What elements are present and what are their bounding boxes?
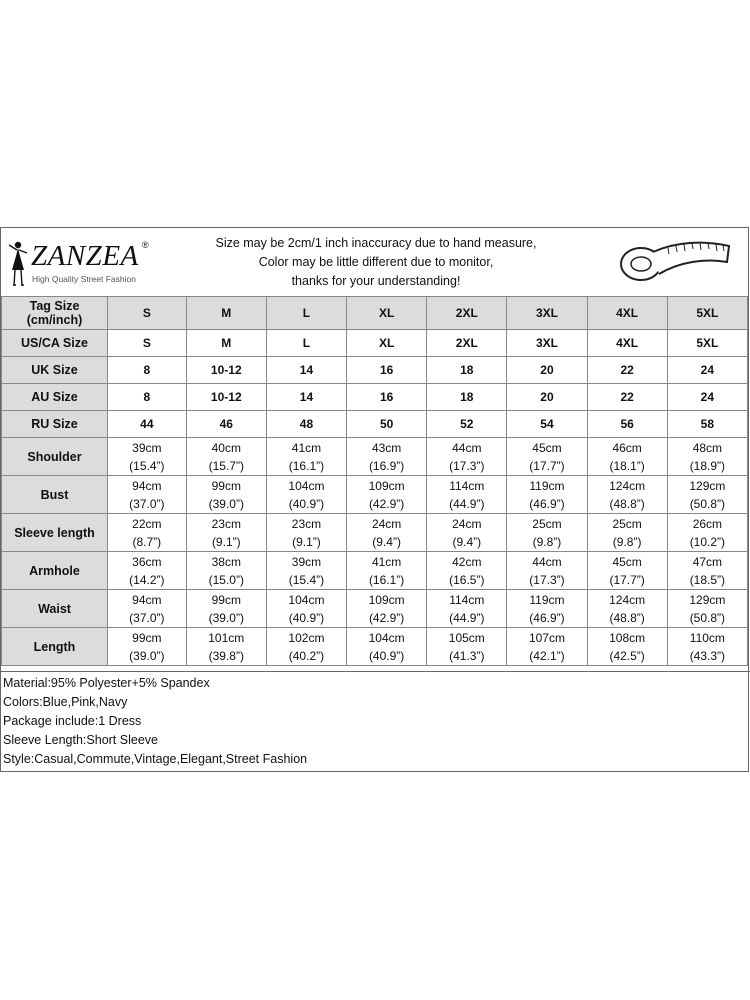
cm-value: 44cm: [452, 440, 482, 455]
inch-value: (8.7”): [132, 534, 162, 549]
inch-value: (39.0”): [208, 610, 244, 625]
table-cell: [587, 628, 667, 666]
cm-value: 99cm: [211, 592, 241, 607]
inch-value: (9.1”): [211, 534, 241, 549]
cm-value: 40cm: [211, 440, 241, 455]
table-row: [2, 411, 748, 438]
table-cell: [587, 590, 667, 628]
inch-value: (44.9”): [449, 496, 485, 511]
table-cell: 14: [266, 357, 346, 384]
inch-value: (16.1”): [368, 572, 405, 587]
cm-value: 38cm: [211, 554, 241, 569]
table-cell: 54: [507, 411, 587, 438]
table-cell: [667, 628, 747, 666]
cm-value: 43cm: [371, 440, 402, 455]
notice-line: thanks for your understanding!: [291, 274, 461, 288]
table-cell: 20: [507, 384, 587, 411]
table-cell: [186, 514, 266, 552]
cm-value: 25cm: [612, 516, 642, 531]
cm-value: 23cm: [211, 516, 241, 531]
cm-value: 44cm: [532, 554, 562, 569]
table-cell: [266, 552, 346, 590]
inch-value: (14.2”): [129, 572, 165, 587]
inch-value: (40.9”): [288, 496, 325, 511]
brand-logo: [5, 234, 155, 290]
inch-value: (39.8”): [208, 648, 244, 663]
inch-value: (42.1”): [529, 648, 565, 663]
row-label: RU Size: [2, 411, 108, 438]
table-cell: 2XL: [427, 330, 507, 357]
table-cell: [108, 476, 187, 514]
table-cell: [108, 590, 187, 628]
inch-value: (10.2”): [689, 534, 726, 549]
cm-value: 45cm: [532, 440, 562, 455]
size-header-cell: 4XL: [587, 297, 667, 330]
inch-value: (17.7”): [609, 572, 645, 587]
cm-value: 124cm: [609, 592, 646, 607]
row-label: Waist: [2, 590, 108, 628]
table-cell: XL: [347, 330, 427, 357]
cm-value: 119cm: [529, 478, 565, 493]
table-cell: 22: [587, 384, 667, 411]
cm-value: 119cm: [529, 592, 565, 607]
inch-value: (39.0”): [208, 496, 244, 511]
row-label: Length: [2, 628, 108, 666]
table-cell: [427, 514, 507, 552]
cm-value: 22cm: [132, 516, 162, 531]
inch-value: (48.8”): [609, 496, 645, 511]
table-cell: 4XL: [587, 330, 667, 357]
cm-value: 110cm: [689, 630, 725, 645]
cm-value: 99cm: [132, 630, 162, 645]
table-cell: [266, 628, 346, 666]
table-cell: 18: [427, 357, 507, 384]
table-cell: 44: [108, 411, 187, 438]
inch-value: (9.8”): [612, 534, 642, 549]
row-label: Armhole: [2, 552, 108, 590]
notice-line: Color may be little different due to monitor,: [258, 255, 494, 269]
table-cell: [186, 628, 266, 666]
tag-size-row: [2, 297, 748, 330]
cm-value: 39cm: [291, 554, 322, 569]
inch-value: (44.9”): [449, 610, 485, 625]
inch-value: (46.9”): [529, 610, 565, 625]
row-label: Shoulder: [2, 438, 108, 476]
inch-value: (43.3”): [689, 648, 726, 663]
cm-value: 109cm: [368, 478, 405, 493]
cm-value: 107cm: [528, 630, 565, 645]
inch-value: (18.5”): [689, 572, 726, 587]
table-cell: 8: [108, 357, 187, 384]
table-cell: [667, 552, 747, 590]
inch-value: (48.8”): [609, 610, 645, 625]
table-cell: [587, 438, 667, 476]
table-cell: [667, 476, 747, 514]
inch-value: (9.1”): [292, 534, 321, 549]
cm-value: 41cm: [371, 554, 402, 569]
table-row: [2, 438, 748, 476]
table-cell: 20: [507, 357, 587, 384]
table-row: [2, 330, 748, 357]
table-cell: [507, 628, 587, 666]
table-cell: [108, 438, 187, 476]
row-label: AU Size: [2, 384, 108, 411]
table-cell: 3XL: [507, 330, 587, 357]
brand-tagline: High Quality Street Fashion: [32, 274, 136, 284]
cm-value: 124cm: [609, 478, 646, 493]
table-row: [2, 552, 748, 590]
cm-value: 104cm: [288, 478, 325, 493]
size-chart: [0, 227, 749, 772]
size-header-cell: XL: [347, 297, 427, 330]
table-cell: M: [186, 330, 266, 357]
chart-header: [1, 228, 748, 297]
cm-value: 26cm: [692, 516, 723, 531]
cm-value: 101cm: [208, 630, 245, 645]
table-cell: [186, 590, 266, 628]
inch-value: (40.2”): [288, 648, 325, 663]
cm-value: 24cm: [452, 516, 482, 531]
table-row: [2, 384, 748, 411]
cm-value: 108cm: [609, 630, 646, 645]
cm-value: 129cm: [689, 478, 726, 493]
cm-value: 114cm: [449, 592, 485, 607]
table-cell: [427, 552, 507, 590]
row-label: Sleeve length: [2, 514, 108, 552]
measurement-notice: [161, 234, 591, 291]
inch-value: (42.9”): [368, 610, 405, 625]
inch-value: (9.4”): [452, 534, 482, 549]
table-cell: 22: [587, 357, 667, 384]
cm-value: 47cm: [692, 554, 723, 569]
table-cell: [266, 438, 346, 476]
table-row: [2, 357, 748, 384]
table-cell: [507, 552, 587, 590]
inch-value: (15.7”): [208, 458, 244, 473]
table-cell: [667, 514, 747, 552]
cm-value: 94cm: [132, 592, 162, 607]
cm-value: 109cm: [368, 592, 405, 607]
cm-value: 102cm: [288, 630, 325, 645]
table-cell: [427, 590, 507, 628]
table-cell: [667, 438, 747, 476]
table-cell: [266, 476, 346, 514]
table-cell: 52: [427, 411, 507, 438]
registered-mark: ®: [142, 240, 149, 250]
table-cell: [347, 438, 427, 476]
table-cell: 10-12: [186, 357, 266, 384]
cm-value: 46cm: [612, 440, 642, 455]
table-cell: [108, 552, 187, 590]
inch-value: (42.5”): [609, 648, 645, 663]
table-cell: [427, 476, 507, 514]
table-cell: L: [266, 330, 346, 357]
table-cell: [186, 552, 266, 590]
size-header-cell: M: [186, 297, 266, 330]
table-cell: [347, 552, 427, 590]
inch-value: (37.0”): [129, 610, 165, 625]
inch-value: (37.0”): [129, 496, 165, 511]
table-cell: 8: [108, 384, 187, 411]
table-cell: 50: [347, 411, 427, 438]
table-cell: [266, 590, 346, 628]
table-cell: [186, 438, 266, 476]
table-cell: 24: [667, 357, 747, 384]
size-header-cell: 2XL: [427, 297, 507, 330]
table-cell: [347, 476, 427, 514]
row-label: Tag Size (cm/inch): [2, 297, 108, 330]
inch-value: (46.9”): [529, 496, 565, 511]
table-cell: [108, 514, 187, 552]
table-row: [2, 590, 748, 628]
inch-value: (40.9”): [288, 610, 325, 625]
cm-value: 39cm: [132, 440, 162, 455]
row-label: Bust: [2, 476, 108, 514]
table-cell: [108, 628, 187, 666]
cm-value: 99cm: [211, 478, 241, 493]
inch-value: (15.4”): [288, 572, 325, 587]
cm-value: 114cm: [449, 478, 485, 493]
info-line: Package include:1 Dress: [3, 714, 142, 728]
table-cell: 48: [266, 411, 346, 438]
size-table: [1, 296, 748, 666]
cm-value: 105cm: [448, 630, 485, 645]
cm-value: 48cm: [692, 440, 723, 455]
table-cell: [507, 514, 587, 552]
cm-value: 104cm: [368, 630, 405, 645]
inch-value: (42.9”): [368, 496, 405, 511]
notice-line: Size may be 2cm/1 inch inaccuracy due to hand measure,: [215, 236, 537, 250]
table-cell: [507, 476, 587, 514]
table-cell: 58: [667, 411, 747, 438]
table-row: [2, 514, 748, 552]
info-line: Colors:Blue,Pink,Navy: [3, 695, 128, 709]
table-cell: 16: [347, 357, 427, 384]
cm-value: 24cm: [371, 516, 402, 531]
table-cell: [667, 590, 747, 628]
inch-value: (16.9”): [368, 458, 405, 473]
table-cell: [507, 590, 587, 628]
inch-value: (17.3”): [449, 458, 485, 473]
inch-value: (18.1”): [609, 458, 645, 473]
table-cell: [427, 628, 507, 666]
table-row: [2, 476, 748, 514]
table-cell: [587, 476, 667, 514]
table-row: [2, 628, 748, 666]
row-label: US/CA Size: [2, 330, 108, 357]
table-cell: [186, 476, 266, 514]
size-header-cell: 5XL: [667, 297, 747, 330]
table-cell: [427, 438, 507, 476]
table-cell: [266, 514, 346, 552]
table-cell: 16: [347, 384, 427, 411]
cm-value: 41cm: [291, 440, 322, 455]
inch-value: (9.8”): [532, 534, 562, 549]
info-line: Material:95% Polyester+5% Spandex: [3, 676, 210, 690]
inch-value: (17.3”): [529, 572, 565, 587]
inch-value: (50.8”): [689, 610, 726, 625]
inch-value: (9.4”): [372, 534, 401, 549]
inch-value: (15.0”): [208, 572, 244, 587]
info-line: Style:Casual,Commute,Vintage,Elegant,Street Fashion: [3, 752, 308, 766]
cm-value: 23cm: [291, 516, 322, 531]
table-cell: 24: [667, 384, 747, 411]
table-cell: [347, 628, 427, 666]
fashion-woman-icon: [5, 240, 33, 288]
table-cell: 5XL: [667, 330, 747, 357]
inch-value: (39.0”): [129, 648, 165, 663]
inch-value: (15.4”): [129, 458, 165, 473]
table-cell: 56: [587, 411, 667, 438]
table-cell: [347, 514, 427, 552]
table-cell: [507, 438, 587, 476]
product-info: [1, 671, 750, 769]
brand-name: ZANZEA: [31, 240, 139, 272]
cm-value: 104cm: [288, 592, 325, 607]
measuring-tape-icon: [613, 232, 733, 292]
inch-value: (50.8”): [689, 496, 726, 511]
cm-value: 25cm: [532, 516, 562, 531]
table-cell: 10-12: [186, 384, 266, 411]
inch-value: (40.9”): [368, 648, 405, 663]
table-cell: [587, 552, 667, 590]
inch-value: (16.1”): [288, 458, 325, 473]
inch-value: (16.5”): [449, 572, 485, 587]
size-header-cell: L: [266, 297, 346, 330]
cm-value: 129cm: [689, 592, 726, 607]
row-label: UK Size: [2, 357, 108, 384]
size-header-cell: S: [108, 297, 187, 330]
cm-value: 45cm: [612, 554, 642, 569]
table-cell: [347, 590, 427, 628]
table-cell: 46: [186, 411, 266, 438]
inch-value: (18.9”): [689, 458, 726, 473]
cm-value: 42cm: [452, 554, 482, 569]
table-cell: 18: [427, 384, 507, 411]
cm-value: 94cm: [132, 478, 162, 493]
inch-value: (17.7”): [529, 458, 565, 473]
table-cell: 14: [266, 384, 346, 411]
cm-value: 36cm: [132, 554, 162, 569]
table-cell: S: [108, 330, 187, 357]
info-line: Sleeve Length:Short Sleeve: [3, 733, 158, 747]
table-cell: [587, 514, 667, 552]
inch-value: (41.3”): [449, 648, 485, 663]
size-header-cell: 3XL: [507, 297, 587, 330]
